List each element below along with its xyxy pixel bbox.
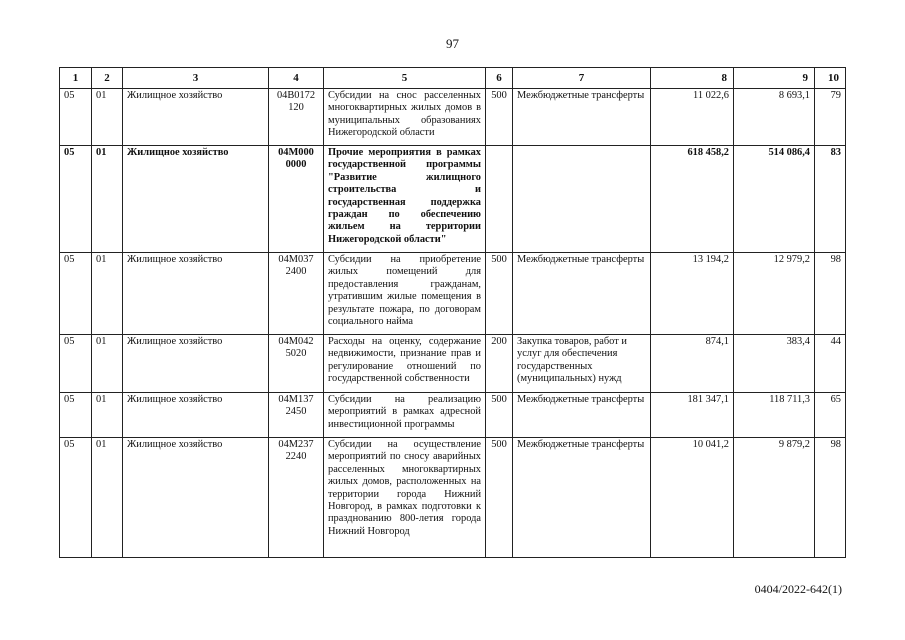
page-number: 97 <box>446 36 459 51</box>
type-name-cell: Межбюджетные трансферты <box>513 393 651 438</box>
section-cell: 05 <box>60 393 92 438</box>
code-cell: 04М137 2450 <box>269 393 324 438</box>
amount-plan-cell: 11 022,6 <box>651 89 734 146</box>
description-cell: Субсидии на реализацию мероприятий в рамках адресной инвестиционной программы <box>324 393 486 438</box>
amount-fact-cell: 514 086,4 <box>734 146 815 253</box>
name-cell: Жилищное хозяйство <box>123 335 269 393</box>
type-code-cell: 500 <box>486 393 513 438</box>
subsection-cell: 01 <box>92 438 123 558</box>
description-cell: Субсидии на снос расселенных многоквартирных жилых домов в муниципальных образованиях Нижегородской области <box>324 89 486 146</box>
subsection-cell: 01 <box>92 393 123 438</box>
column-header: 3 <box>123 68 269 89</box>
section-cell: 05 <box>60 335 92 393</box>
column-header: 6 <box>486 68 513 89</box>
table-row <box>60 335 846 393</box>
document-code: 0404/2022-642(1) <box>754 582 842 596</box>
amount-fact-cell: 9 879,2 <box>734 438 815 558</box>
amount-fact-cell: 118 711,3 <box>734 393 815 438</box>
section-cell: 05 <box>60 89 92 146</box>
percent-cell: 79 <box>815 89 846 146</box>
name-cell: Жилищное хозяйство <box>123 253 269 335</box>
column-header: 10 <box>815 68 846 89</box>
type-name-cell: Межбюджетные трансферты <box>513 89 651 146</box>
amount-plan-cell: 181 347,1 <box>651 393 734 438</box>
name-cell: Жилищное хозяйство <box>123 438 269 558</box>
percent-cell: 65 <box>815 393 846 438</box>
amount-fact-cell: 12 979,2 <box>734 253 815 335</box>
subsection-cell: 01 <box>92 146 123 253</box>
column-header: 1 <box>60 68 92 89</box>
description-cell: Прочие мероприятия в рамках государственной программы "Развитие жилищного строительства и государственная поддержка граждан по обеспечению жильем на территории Нижегородской области" <box>324 146 486 253</box>
amount-fact-cell: 8 693,1 <box>734 89 815 146</box>
type-name-cell: Межбюджетные трансферты <box>513 253 651 335</box>
table-row <box>60 438 846 558</box>
amount-plan-cell: 13 194,2 <box>651 253 734 335</box>
subsection-cell: 01 <box>92 253 123 335</box>
subsection-cell: 01 <box>92 89 123 146</box>
description-cell: Субсидии на осуществление мероприятий по сносу аварийных расселенных многоквартирных жилых домов, расположенных на территории города Нижний Новгород, в рамках подготовки к празднованию 800-летия города Нижний Новгород <box>324 438 486 558</box>
type-code-cell: 500 <box>486 253 513 335</box>
code-cell: 04М000 0000 <box>269 146 324 253</box>
code-cell: 04М237 2240 <box>269 438 324 558</box>
type-code-cell: 500 <box>486 89 513 146</box>
amount-fact-cell: 383,4 <box>734 335 815 393</box>
name-cell: Жилищное хозяйство <box>123 146 269 253</box>
type-code-cell <box>486 146 513 253</box>
amount-plan-cell: 10 041,2 <box>651 438 734 558</box>
column-header: 7 <box>513 68 651 89</box>
description-cell: Субсидии на приобретение жилых помещений для предоставления гражданам, утратившим жилые помещения в результате пожара, по договорам социального найма <box>324 253 486 335</box>
type-code-cell: 200 <box>486 335 513 393</box>
column-header: 5 <box>324 68 486 89</box>
column-header: 9 <box>734 68 815 89</box>
column-header: 8 <box>651 68 734 89</box>
description-cell: Расходы на оценку, содержание недвижимости, признание прав и регулирование отношений по государственной собственности <box>324 335 486 393</box>
code-cell: 04М042 5020 <box>269 335 324 393</box>
budget-table <box>59 67 846 558</box>
column-header: 2 <box>92 68 123 89</box>
name-cell: Жилищное хозяйство <box>123 393 269 438</box>
section-cell: 05 <box>60 253 92 335</box>
percent-cell: 98 <box>815 438 846 558</box>
type-name-cell: Межбюджетные трансферты <box>513 438 651 558</box>
percent-cell: 83 <box>815 146 846 253</box>
table-header-row <box>60 68 846 89</box>
amount-plan-cell: 874,1 <box>651 335 734 393</box>
code-cell: 04В0172 120 <box>269 89 324 146</box>
type-code-cell: 500 <box>486 438 513 558</box>
type-name-cell: Закупка товаров, работ и услуг для обеспечения государственных (муниципальных) нужд <box>513 335 651 393</box>
percent-cell: 98 <box>815 253 846 335</box>
amount-plan-cell: 618 458,2 <box>651 146 734 253</box>
code-cell: 04М037 2400 <box>269 253 324 335</box>
table-row <box>60 253 846 335</box>
type-name-cell <box>513 146 651 253</box>
table-row <box>60 89 846 146</box>
name-cell: Жилищное хозяйство <box>123 89 269 146</box>
column-header: 4 <box>269 68 324 89</box>
percent-cell: 44 <box>815 335 846 393</box>
section-cell: 05 <box>60 438 92 558</box>
table-row <box>60 393 846 438</box>
table-row <box>60 146 846 253</box>
section-cell: 05 <box>60 146 92 253</box>
subsection-cell: 01 <box>92 335 123 393</box>
